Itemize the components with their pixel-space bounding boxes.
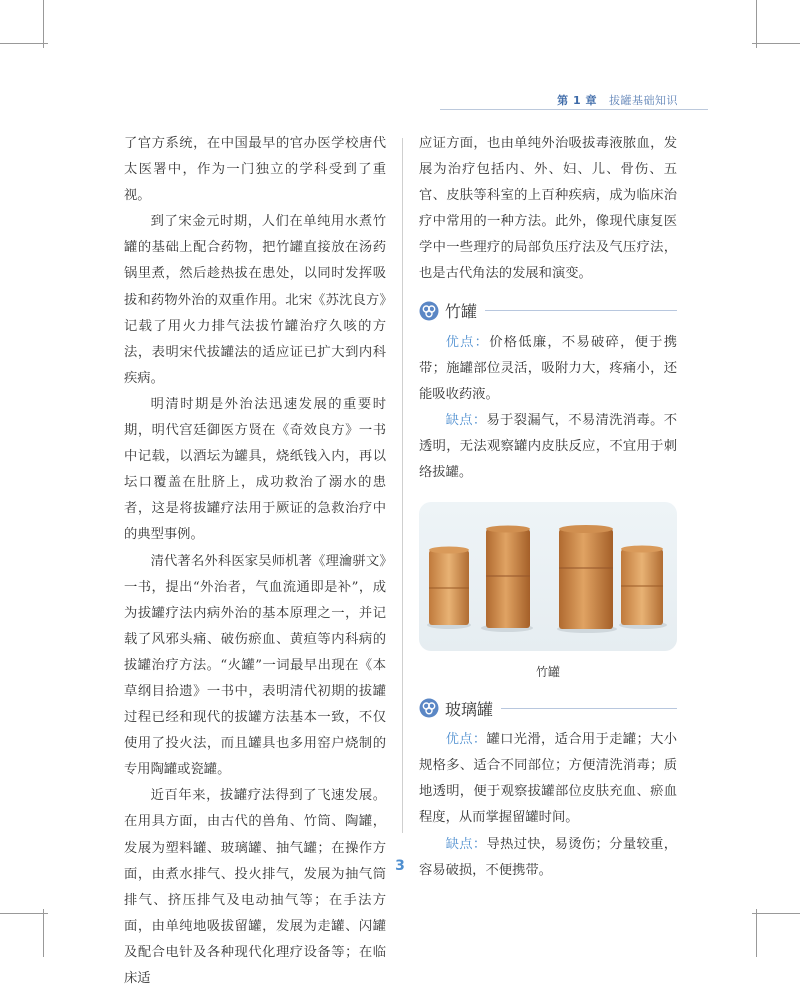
chapter-number: 第 1 章 <box>557 94 597 107</box>
crop-mark <box>0 913 48 914</box>
paragraph: 应证方面，也由单纯外治吸拔毒液脓血，发展为治疗包括内、外、妇、儿、骨伤、五官、皮肤等科室的上百种疾病，成为临床治疗中常用的一种方法。此外，像现代康复医学中一些理疗的局部负压疗法及气压疗法，也是古代角法的发展和演变。 <box>419 136 677 282</box>
section-heading-glass <box>419 694 677 722</box>
cons-label: 缺点： <box>445 836 487 852</box>
pros-paragraph <box>419 727 677 831</box>
page-number: 3 <box>395 858 405 874</box>
cons-paragraph <box>419 408 677 486</box>
bamboo-cups-illustration <box>419 502 677 651</box>
bamboo-cups-photo <box>419 502 677 651</box>
paragraph: 明清时期是外治法迅速发展的重要时期，明代宫廷御医方贤在《奇效良方》一书中记载，以酒坛为罐具，烧纸钱入内，再以坛口覆盖在肚脐上，成功救治了溺水的患者，这是将拔罐疗法用于厥证的急救治疗中的典型事例。 <box>124 396 386 543</box>
pros-label: 优点： <box>445 732 487 748</box>
heading-rule <box>501 708 677 709</box>
paragraph: 了官方系统，在中国最早的官办医学校唐代太医署中，作为一门独立的学科受到了重视。 <box>124 136 386 204</box>
running-head <box>557 92 678 108</box>
pros-paragraph <box>419 330 677 408</box>
paragraph: 近百年来，拔罐疗法得到了飞速发展。在用具方面，由古代的兽角、竹筒、陶罐，发展为塑料罐、玻璃罐、抽气罐；在操作方面，由煮水排气、投火排气，发展为抽气筒排气、挤压排气及电动抽气等；在手法方面，由单纯地吸拔留罐，发展为走罐、闪罐及配合电针及各种现代化理疗设备等；在临床适 <box>124 788 386 986</box>
section-heading-bamboo <box>419 297 677 325</box>
pros-text: 价格低廉，不易破碎，便于携带；施罐部位灵活，吸附力大，疼痛小，还能吸收药液。 <box>419 334 678 402</box>
chapter-title: 拔罐基础知识 <box>609 94 678 107</box>
pros-text: 罐口光滑，适合用于走罐；大小规格多、适合不同部位；方便清洗消毒；质地透明，便于观察拔罐部位皮肤充血、瘀血程度，从而掌握留罐时间。 <box>419 732 678 826</box>
right-column <box>419 131 677 884</box>
paragraph: 到了宋金元时期，人们在单纯用水煮竹罐的基础上配合药物，把竹罐直接放在汤药锅里煮，然后趁热拔在患处，以同时发挥吸拔和药物外治的双重作用。北宋《苏沈良方》记载了用火力排气法拔竹罐治疗久咳的方法，表明宋代拔罐法的适应证已扩大到内科疾病。 <box>124 214 386 386</box>
crop-mark <box>43 909 44 957</box>
crop-mark <box>0 43 48 44</box>
cons-text: 易于裂漏气，不易清洗消毒。不透明，无法观察罐内皮肤反应，不宜用于刺络拔罐。 <box>419 412 678 481</box>
section-swirl-icon <box>419 301 439 321</box>
cons-text: 导热过快，易烫伤；分量较重，容易破损，不便携带。 <box>419 836 678 878</box>
heading-rule <box>485 310 677 311</box>
column-divider <box>402 138 403 833</box>
section-title: 玻璃罐 <box>445 699 494 719</box>
section-title: 竹罐 <box>445 302 478 322</box>
cons-label: 缺点： <box>445 412 487 428</box>
paragraph: 清代著名外科医家吴师机著《理瀹骈文》一书，提出“外治者，气血流通即是补”，成为拔罐疗法内病外治的基本原理之一，并记载了风邪头痛、破伤瘀血、黄疸等内科病的拔罐治疗方法。“火罐”一词最早出现在《本草纲目拾遗》一书中，表明清代初期的拔罐过程已经和现代的拔罐方法基本一致，不仅使用了投火法，而且罐具也多用窑户烧制的专用陶罐或瓷罐。 <box>124 553 386 778</box>
pros-label: 优点： <box>445 334 490 350</box>
section-swirl-icon <box>419 698 439 718</box>
crop-mark <box>756 909 757 957</box>
crop-mark <box>752 43 800 44</box>
photo-caption: 竹罐 <box>535 665 560 680</box>
crop-mark <box>43 0 44 48</box>
header-rule <box>440 109 708 110</box>
crop-mark <box>756 0 757 48</box>
crop-mark <box>752 913 800 914</box>
